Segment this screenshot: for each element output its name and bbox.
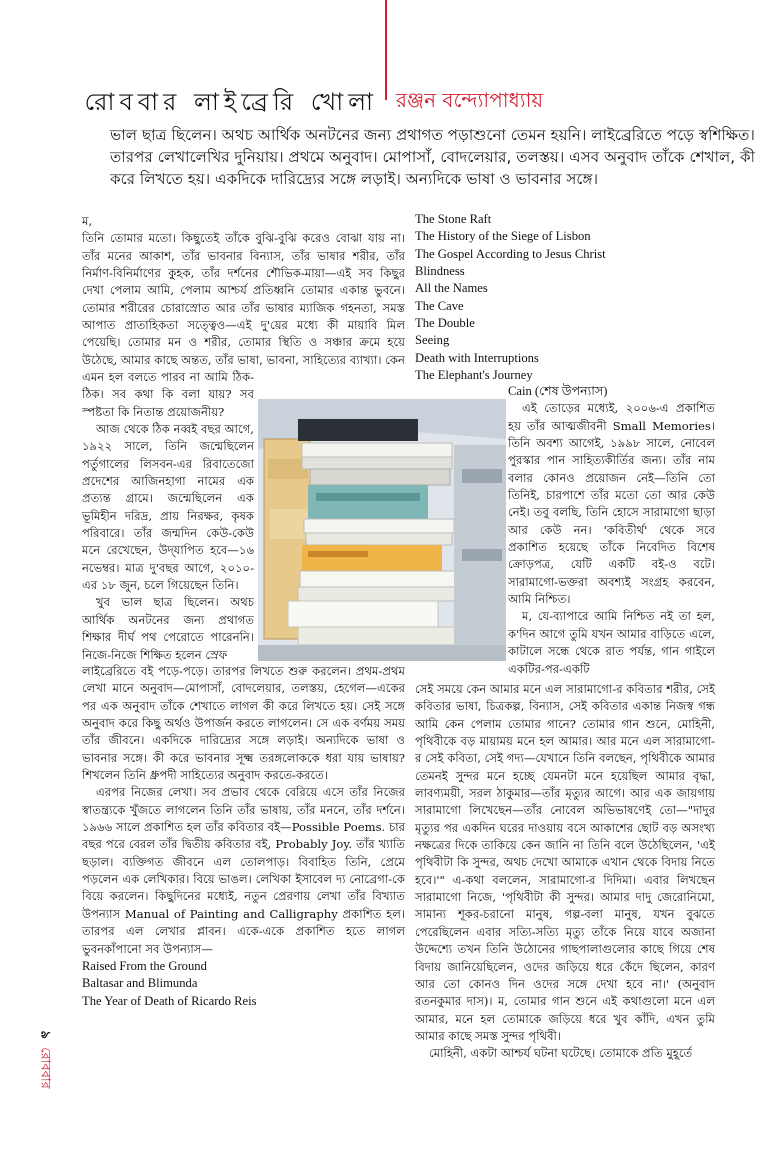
novel-title: The History of the Siege of Lisbon — [415, 229, 591, 244]
column-left-wrap — [82, 369, 254, 664]
footer-label — [34, 1031, 55, 1131]
column-header — [0, 84, 770, 118]
novel-list-left — [82, 958, 405, 1010]
novel-title: The Stone Raft — [415, 212, 492, 226]
column-left-top — [82, 213, 405, 369]
column-title: রোববার লাইব্রেরি খোলা — [84, 88, 378, 116]
book-stack-photo — [258, 399, 506, 661]
paragraph-3-cont: লাইব্রেরিতে বই পড়ে-পড়ে। তারপর লিখতে শুরু করলেন। প্রথম-প্রথম লেখা মানে অনুবাদ—মোপাসাঁ, বোদলেয়ার, তলস্তয়, হেগেল—একের পর এক অনুবাদ তাঁকে শেখাতে লাগল কী করে লিখতে হয়। সেই সঙ্গে অনুবাদ করে কিছু অর্থও উপার্জন করতে লাগলেন। সে এক বর্ণময় সময় তাঁর জীবনে। একদিকে দারিদ্র্যের সঙ্গে লড়াই। অন্যদিকে ভাষা ও ভাবনার সঙ্গে। কী করে ভাবনার সূক্ষ্ম তরঙ্গলোককে ধরা যায় ভাষায়? শিখলেন তিনি ধ্রুপদী সাহিত্যের অনুবাদ করতে-করতে। — [82, 664, 405, 783]
page-footer — [34, 1030, 53, 1150]
section-name: রোববার — [37, 1047, 53, 1089]
novel-title: The Double — [415, 316, 475, 331]
page-number: ৯ — [37, 1030, 53, 1039]
novel-title: The Year of Death of Ricardo Reis — [82, 993, 257, 1008]
novel-title: The Cave — [415, 298, 464, 313]
novel-title: The Gospel According to Jesus Christ — [415, 246, 606, 261]
paragraph-7: মোহিনী, একটা আশ্চর্য ঘটনা ঘটেছে। তোমাকে প্রতি মুহূর্তে — [429, 1046, 693, 1061]
column-right-bottom — [415, 681, 715, 1063]
novel-title: Death with Interruptions — [415, 350, 539, 365]
last-novel: Cain (শেষ উপন্যাস) — [508, 384, 608, 398]
intro-blurb — [110, 124, 755, 190]
paragraph-6: ম, যে-ব্যাপারে আমি নিশ্চিত নই তা হল, ক'দিন আগে তুমি যখন আমার বাড়িতে এলে, কাটালে সন্ধে থেকে রাত পর্যন্ত, গান গাইলে একটির-পর-একটি — [508, 609, 715, 676]
novel-title: Seeing — [415, 333, 450, 348]
author-name: রঞ্জন বন্দ্যোপাধ্যায় — [396, 88, 544, 112]
novel-title: All the Names — [415, 281, 488, 296]
paragraph-2: আজ থেকে ঠিক নব্বই বছর আগে, ১৯২২ সালে, তিনি জন্মেছিলেন পর্তুগালের লিসবন-এর রিবাতেজো প্রদেশের আজিনহাগা নামের এক প্রত্যন্ত গ্রামে। জন্মেছিলেন এক ভূমিহীন দরিদ্র, প্রায় নিরক্ষর, কৃষক পরিবারে। তাঁর জন্মদিন কেউ-কেউ মনে রেখেছেন, উদ্‌যাপিত হবে—১৬ নভেম্বর। মাত্র দু'বছর আগে, ২০১০-এর ১৮ জুন, চলে গিয়েছেন তিনি। — [82, 422, 254, 593]
paragraph-5: এই তোড়ের মধ্যেই, ২০০৬-এ প্রকাশিত হয় তাঁর আত্মজীবনী Small Memories। তিনি অবশ্য আগেই, ১৯৯৮ সালে, নোবেল পুরস্কার পান সাহিত্যকীর্তির জন্য। তাঁর নাম বলার কোনও প্রয়োজন নেই—তিনি তো তিনিই, চারপাশে তাঁর মতো তো আর কেউ নেই। তবু বলছি, তিনি হোসে সারামাগো ছাড়া আর কেউ নন। 'কবিতীর্থ' থেকে সবে প্রকাশিত হয়েছে তাঁকে নিবেদিত বিশেষ ক্রোড়পত্র, যেটি একটি বই-ও বটে। সারামাগো-ভক্তরা অবশ্যই সংগ্রহ করবেন, আমি নিশ্চিত। — [508, 401, 715, 607]
paragraph-1-cont: এমন হল বলতে পারব না আমি ঠিক-ঠিক। সব কথা কি বলা যায়? সব স্পষ্টতা কি নিতান্ত প্রয়োজনীয়? — [82, 370, 254, 419]
column-left-bottom — [82, 663, 405, 1010]
novel-list-right — [415, 211, 715, 384]
intro-text: ভাল ছাত্র ছিলেন। অথচ আর্থিক অনটনের জন্য প্রথাগত পড়াশুনো তেমন হয়নি। লাইব্রেরিতে পড়ে স্বশিক্ষিত। তারপর লেখালেখির দুনিয়ায়। প্রথমে অনুবাদ। মোপাসাঁ, বোদলেয়ার, তলস্তয়। এসব অনুবাদ তাঁকে শেখাল, কী করে লিখতে হয়। একদিকে দারিদ্র্যের সঙ্গে লড়াই। অন্যদিকে ভাষা ও ভাবনার সঙ্গে। — [110, 126, 755, 188]
novel-title: Raised From the Ground — [82, 958, 207, 973]
column-right-wrap — [508, 383, 715, 678]
salutation: ম, — [82, 214, 93, 228]
novel-title: The Elephant's Journey — [415, 368, 533, 383]
paragraph-1: তিনি তোমার মতো। কিছুতেই তাঁকে বুঝি-বুঝি করেও বোঝা যায় না। তাঁর মনের আকাশ, তাঁর ভাবনার বিন্যাস, তাঁর ভাষার শরীর, তাঁর নির্মাণ-বিনির্মাণের কুহক, তাঁর দর্শনের শৌভিক-মায়া—এই সব কিছুর দেখা পেলাম আমি, পেলাম আশ্চর্য প্রতিধ্বনি তোমার একান্ত ভুবনে। তোমার শরীরের চোরাস্রোত আর তাঁর ভাষার ম্যাজিক গহনতা, সমস্ত আপাত প্রাতাহিকতা সত্ত্বেও—এই দু'য়ের মধ্যে কী মায়াবি মিল পেয়েছি। তোমার মন ও শরীর, তোমার স্থিতি ও সঞ্চার ক্রমে হয়ে উঠেছে, আমার কাছে অন্তত, তাঁর ভাষা, ভাবনা, সাহিত্যের ব্যাখ্যা। কেন — [82, 231, 405, 367]
paragraph-6-cont: সেই সময়ে কেন আমার মনে এল সারামাগো-র কবিতার শরীর, সেই কবিতার ভাষা, চিত্রকল্প, বিন্যাস, সেই কবিতার একান্ত নিজস্ব গন্ধ আমি কেন পেলাম তোমার গানে? তোমার গান শুনে, মোহিনী, পৃথিবীকে বড় মায়াময় মনে হল আমার। আর মনে এল সারামাগো-র সেই কবিতা, সেই গদ্য—যেখানে তিনি বলছেন, পৃথিবীকে আমার তেমনই সুন্দর মনে হচ্ছে যেমনটা মনে হয়েছিল আমার বৃদ্ধা, লাবণ্যময়ী, সরল ঠাকুমার—তাঁর মৃত্যুর আগে। আর এক জায়গায় সারামাগো লিখেছেন—তাঁর নোবেল অভিভাষণেই তো—"দাদুর মৃত্যুর পর একদিন ঘরের দাওয়ায় বসে আকাশের ছোট বড় অসংখ্য নক্ষত্রের দিকে তাকিয়ে কেন জানি না তিনি বলে উঠেছিলেন, 'এই পৃথিবীটা কি সুন্দর, অথচ দেখো আমাকে এখান থেকে বিদায় নিতে হবে।'" এ-কথা বললেন, সারামাগো-র দিদিমা। এবার লিখছেন সারামাগো নিজে, 'পৃথিবীটা কী সুন্দর। আমার দাদু জেরোনিমো, সামান্য শূকর-চরানো মানুষ, গল্প-বলা মানুষ, যখন বুঝতে পেরেছিলেন এবার সত্যি-সত্যি মৃত্যু তাঁকে নিয়ে যাবে অজানা উদ্দেশ্যে তখন তিনি উঠোনের গাছপালাগুলোর কাছে গিয়ে শেষ বিদায় জানিয়েছিলেন, ওদের জড়িয়ে ধরে কেঁদে ছিলেন, কারণ আর তো কোনও দিন ওদের সঙ্গে দেখা হবে না।' (অনুবাদ রতনকুমার দাস)। ম, তোমার গান শুনে এই কথাগুলো মনে এল আমার, মনে হল তোমাকে জড়িয়ে ধরে খুব কাঁদি, এখন তুমি আমার কাছে সমস্ত সুন্দর পৃথিবী। — [415, 682, 715, 1043]
novel-title: Blindness — [415, 264, 465, 279]
novel-title: Baltasar and Blimunda — [82, 976, 198, 991]
book-stack-illustration — [258, 399, 506, 661]
paragraph-3: খুব ভাল ছাত্র ছিলেন। অথচ আর্থিক অনটনের জন্য প্রথাগত শিক্ষার দীর্ঘ পথ পেরোতে পারেননি। নিজে-নিজে শিক্ষিত হলেন স্রেফ — [82, 595, 254, 662]
paragraph-4: এরপর নিজের লেখা। সব প্রভাব থেকে বেরিয়ে এসে তাঁর নিজের স্বাতন্ত্র্যকে খুঁজতে লাগলেন তিনি তাঁর ভাষায়, তাঁর মননে, তাঁর দর্শনে। ১৯৬৬ সালে প্রকাশিত হল তাঁর কবিতার বই—Possible Poems. চার বছর পরে বেরল তাঁর দ্বিতীয় কবিতার বই, Probably Joy. তাঁর খ্যাতি ছড়াল। ব্যক্তিগত জীবনে এল তোলপাড়। বিবাহিত তিনি, প্রেমে পড়লেন এক লেখিকার। বিয়ে ভাঙল। লেখিকা ইসাবেল দ্য নোব্রেগা-কে বিয়ে করলেন। কিছুদিনের মধ্যেই, নতুন প্রেরণায় লেখা তাঁর বিখ্যাত উপন্যাস Manual of Painting and Calligraphy প্রকাশিত হল। তারপর এল লেখার প্লাবন। একে-একে প্রকাশিত হতে লাগল ভুবনকাঁপানো সব উপন্যাস— — [82, 785, 405, 956]
